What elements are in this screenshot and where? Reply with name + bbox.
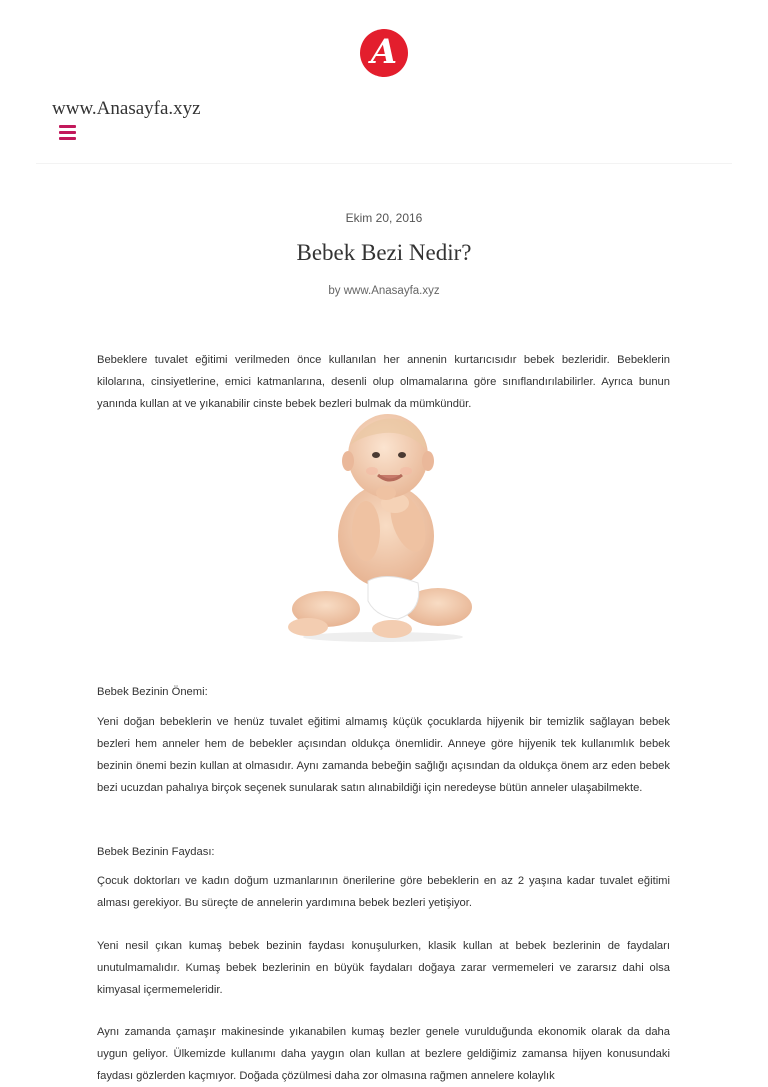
section-heading-benefit: Bebek Bezinin Faydası:: [97, 846, 215, 858]
logo-letter: A: [370, 32, 398, 72]
site-logo[interactable]: [360, 29, 408, 77]
paragraph-economic: Aynı zamanda çamaşır makinesinde yıkanabilen kumaş bezler genele vurulduğunda ekonomik olarak da daha uygun geliyor. Ülkemizde kullanımı daha yaygın olan kullan at bezlere geldiğimiz zamansa hijyen konusundaki faydası gözlerden kaçmıyor. Doğada çözülmesi daha zor olmasına rağmen annelere kolaylık: [97, 1026, 670, 1082]
paragraph-cloth-diaper: Yeni nesil çıkan kumaş bebek bezinin faydası konuşulurken, klasik kullan at bebek bezlerinin de faydaları unutulmamalıdır. Kumaş bebek bezlerinin en büyük faydaları doğaya zarar vermemeleri ve zararsız dahi olsa kimyasal içermemeleridir.: [97, 940, 670, 996]
author-link[interactable]: www.Anasayfa.xyz: [343, 285, 440, 297]
intro-paragraph: Bebeklere tuvalet eğitimi verilmeden önce kullanılan her annenin kurtarıcısıdır bebek bezleridir. Bebeklerin kilolarına, cinsiyetlerine, emici katmanlarına, desenli olup olmamalarına göre sınıflandırılabilirler. Ayrıca bunun yanında kullan at ve yıkanabilir cinste bebek bezleri bulmak da mümkündür.: [97, 354, 670, 410]
header-divider: [36, 163, 732, 164]
section-heading-importance: Bebek Bezinin Önemi:: [97, 686, 208, 698]
byline: [0, 285, 768, 297]
hamburger-menu-icon[interactable]: [59, 125, 76, 140]
baby-photo: [288, 411, 478, 643]
page-title: Bebek Bezi Nedir?: [296, 240, 472, 265]
post-date: Ekim 20, 2016: [345, 211, 423, 225]
byline-prefix: by: [328, 285, 341, 297]
article-intro: [97, 349, 670, 415]
section-benefit-text: Çocuk doktorları ve kadın doğum uzmanlarının önerilerine göre bebeklerin en az 2 yaşına kadar tuvalet eğitimi alması gerekiyor. Bu süreçte de annelerin yardımına bebek bezleri yetişiyor.: [97, 875, 670, 909]
baby-illustration: [288, 411, 478, 643]
section-importance-text: Yeni doğan bebeklerin ve henüz tuvalet eğitimi almamış küçük çocuklarda hijyenik bir temizlik sağlayan bebek bezleri hem anneler hem de bebekler açısından oldukça önemlidir. Anneye göre hijyenik tek kullanımlık bebek bezinin önemi bezin kullan at olmasıdır. Aynı zamanda bebeğin sağlığı açısından da oldukça önem arz eden bebek bezi ucuzdan pahalıya birçok seçenek sunularak satın alınabildiği için neredeyse bütün anneler ulaşabilmekte.: [97, 716, 670, 794]
site-name-link[interactable]: www.Anasayfa.xyz: [52, 98, 201, 119]
